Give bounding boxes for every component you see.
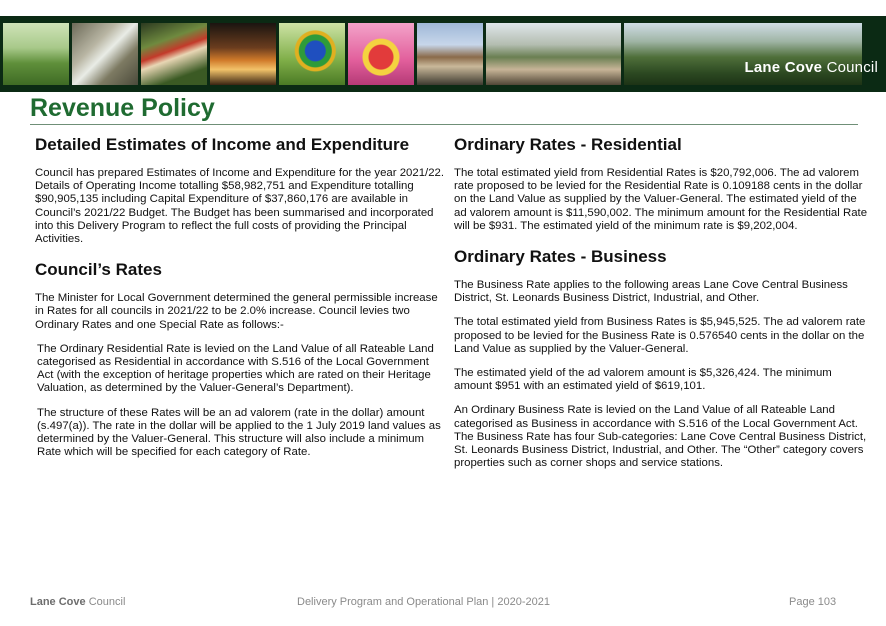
dancer-photo: [348, 23, 414, 85]
header-banner: [0, 16, 886, 92]
business-subcategories-paragraph: An Ordinary Business Rate is levied on the Land Value of all Rateable Land categorised as Business in accordance with S.516 of the Local Government Act. The Business Rate has four Sub-categories: Lane Cove Central Business District, St. Leonards Business District, Industrial, and Other. The “Other” category covers properties such as corner shops and service stations.: [454, 404, 867, 470]
rate-structure-paragraph: The structure of these Rates will be an ad valorem (rate in the dollar) amount (s.497(a)). The rate in the dollar will be applied to the 1 July 2019 land values as determined by the Valuer-General. This structure will also include a minimum Rate which will be specified for each category of Rate.: [37, 406, 441, 459]
market-photo: [210, 23, 276, 85]
cafe-photo: [486, 23, 621, 85]
title-divider: [30, 124, 858, 125]
business-yield-paragraph: The total estimated yield from Business Rates is $5,945,525. The ad valorem rate proposed to be levied for the Business Rate is 0.576540 cents in the dollar on the Land Value as supplied by the Valuer-General.: [454, 316, 866, 355]
footer-org-normal: Council: [88, 596, 126, 608]
income-expenditure-heading: Detailed Estimates of Income and Expenditure: [35, 135, 410, 154]
footer-org-bold: Lane Cove: [30, 596, 86, 608]
business-rates-heading: Ordinary Rates - Business: [454, 247, 667, 267]
lorikeet-photo: [279, 23, 345, 85]
waterfall-photo: [72, 23, 138, 85]
left-column: [35, 135, 445, 459]
rates-intro-paragraph: The Minister for Local Government determined the general permissible increase in Rates for all councils in 2021/22 to be 2.0% increase. Council levies two Ordinary Rates and one Special Rate as follows:-: [35, 292, 438, 331]
footer-document-title: Delivery Program and Operational Plan | 2020-2021: [297, 596, 550, 608]
page-title: Revenue Policy: [30, 94, 215, 122]
footer-page-number: Page 103: [789, 596, 837, 608]
business-minimum-paragraph: The estimated yield of the ad valorem amount is $5,326,424. The minimum amount $951 with an estimated yield of $619,101.: [454, 367, 832, 393]
residential-rates-heading: Ordinary Rates - Residential: [454, 135, 682, 154]
building-photo: [417, 23, 483, 85]
council-logo: [745, 59, 878, 76]
footer-organisation: [30, 596, 125, 608]
park-photo: [3, 23, 69, 85]
festival-photo: [141, 23, 207, 85]
residential-rates-paragraph: The total estimated yield from Residential Rates is $20,792,006. The ad valorem rate proposed to be levied for the Residential Rate is 0.109188 cents in the dollar on the Land Value as supplied by the Valuer-General. The estimated yield of the ad valorem amount is $11,590,002. The minimum amount for the Residential Rate will be $931. The estimated yield of the minimum rate is $9,202,004.: [454, 167, 868, 232]
residential-rate-paragraph: The Ordinary Residential Rate is levied on the Land Value of all Rateable Land categorised as Residential in accordance with S.516 of the Local Government Act (with the exception of heritage properties which are rated on their Heritage Valuation, as determined by the Valuer-General’s Department).: [37, 342, 434, 395]
income-expenditure-paragraph: Council has prepared Estimates of Income and Expenditure for the year 2021/22. Details of Operating Income totalling $58,982,751 and Expenditure totalling $90,905,135 including Capital Expenditure of $37,860,176 are available in Council’s 2021/22 Budget. The Budget has been summarised and incorporated into this Delivery Program to reflect the full costs of providing the Principal Activities.: [35, 167, 445, 246]
business-areas-paragraph: The Business Rate applies to the following areas Lane Cove Central Business District, St. Leonards Business District, Industrial, and Other.: [454, 279, 848, 305]
brand-bold: Lane Cove: [744, 59, 823, 76]
councils-rates-heading: Council’s Rates: [35, 260, 162, 280]
right-column: [454, 135, 869, 470]
brand-normal: Council: [826, 59, 878, 76]
